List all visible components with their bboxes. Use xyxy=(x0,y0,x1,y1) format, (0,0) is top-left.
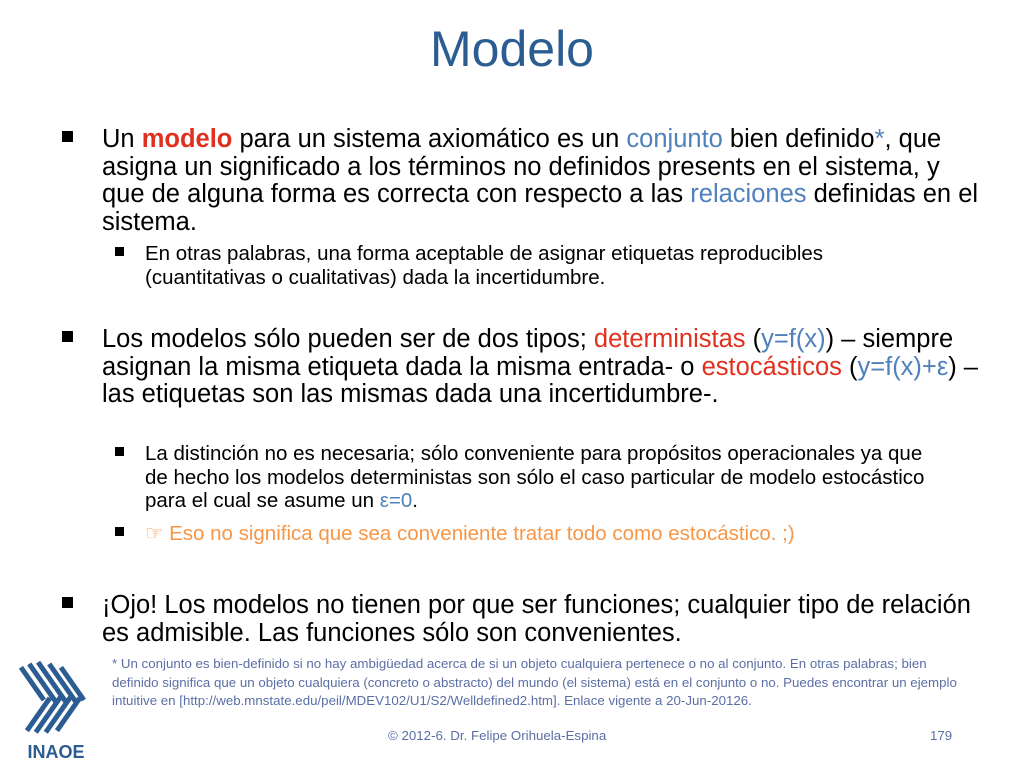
term-deterministas: deterministas xyxy=(593,325,746,353)
text-run: definidas en el sistema. xyxy=(102,180,979,236)
page-number: 179 xyxy=(930,728,953,743)
text-run: La distinción no es necesaria; sólo conveniente para propósitos operacionales ya que de hecho los modelos deterministas son sólo el caso particular de modelo estocástico para el cual se asume un xyxy=(145,442,925,512)
text-run: bien definido xyxy=(722,125,875,153)
formula-epsilon-zero: ε=0 xyxy=(379,489,413,512)
slide-title: Modelo xyxy=(430,21,594,77)
term-modelo: modelo xyxy=(141,125,233,153)
bullet-text xyxy=(102,326,982,409)
text-run: ( xyxy=(841,352,858,381)
sub-bullet-text: ☞ Eso no significa que sea conveniente tratar todo como estocástico. ;) xyxy=(145,522,795,545)
text-run: Un xyxy=(102,125,142,153)
bullet-square-icon xyxy=(62,131,73,142)
bullet-text xyxy=(102,126,982,236)
sub-bullet-text: En otras palabras, una forma aceptable de asignar etiquetas reproducibles (cuantitativas o cualitativas) dada la incertidumbre. xyxy=(145,242,824,289)
text-run: Los modelos sólo pueden ser de dos tipos; xyxy=(102,325,594,353)
text-run: ) –las etiquetas son las mismas dada una incertidumbre-. xyxy=(102,352,978,408)
text-run: . xyxy=(412,489,418,512)
bullet-square-icon xyxy=(62,597,73,608)
text-run: términos xyxy=(408,152,506,181)
formula-stochastic: y=f(x)+ε xyxy=(857,352,949,381)
text-run: es un xyxy=(549,125,627,153)
term-relaciones: relaciones xyxy=(690,180,807,208)
text-run: , que asigna un significado a los xyxy=(102,125,942,181)
footnote-marker: * xyxy=(874,125,885,153)
text-run: ( xyxy=(745,325,762,353)
bullet-square-icon xyxy=(115,447,124,456)
text-run: para un sistema xyxy=(232,125,428,153)
logo-text: INAOE xyxy=(27,742,85,762)
bullet-square-icon xyxy=(115,247,124,256)
text-run: ) – siempre asignan la misma etiqueta dada la misma entrada- o xyxy=(102,325,954,381)
inaoe-logo-graphic xyxy=(8,654,104,764)
bullet-square-icon xyxy=(115,527,124,536)
formula-deterministic: y=f(x) xyxy=(761,325,826,353)
footnote: * Un conjunto es bien-definido si no hay ambigüedad acerca de si un objeto cualquiera pertenece o no al conjunto. En otras palabras; bien definido significa que un objeto cualquiera (concreto o abstracto) del mundo (el sistema) está en el conjunto o no. Puedes encontrar un ejemplo intuitive en [http://web.mnstate.edu/peil/MDEV102/U1/S2/Welldefined2.htm]. Enlace vigente a 20-Jun-20126. xyxy=(112,656,957,708)
term-conjunto: conjunto xyxy=(626,125,723,153)
footer-copyright: © 2012-6. Dr. Felipe Orihuela-Espina xyxy=(388,728,607,743)
bullet-square-icon xyxy=(62,331,73,342)
term-estocasticos: estocásticos xyxy=(701,352,842,381)
bullet-text: ¡Ojo! Los modelos no tienen por que ser funciones; cualquier tipo de relación es admisible. Las funciones sólo son convenientes. xyxy=(102,591,971,647)
inaoe-logo xyxy=(8,654,104,764)
sub-bullet-text xyxy=(145,442,945,513)
text-run: axiomático xyxy=(427,125,550,153)
text-run: no definidos presents en el sistema, y que de alguna forma es correcta con respecto a las xyxy=(102,152,940,208)
